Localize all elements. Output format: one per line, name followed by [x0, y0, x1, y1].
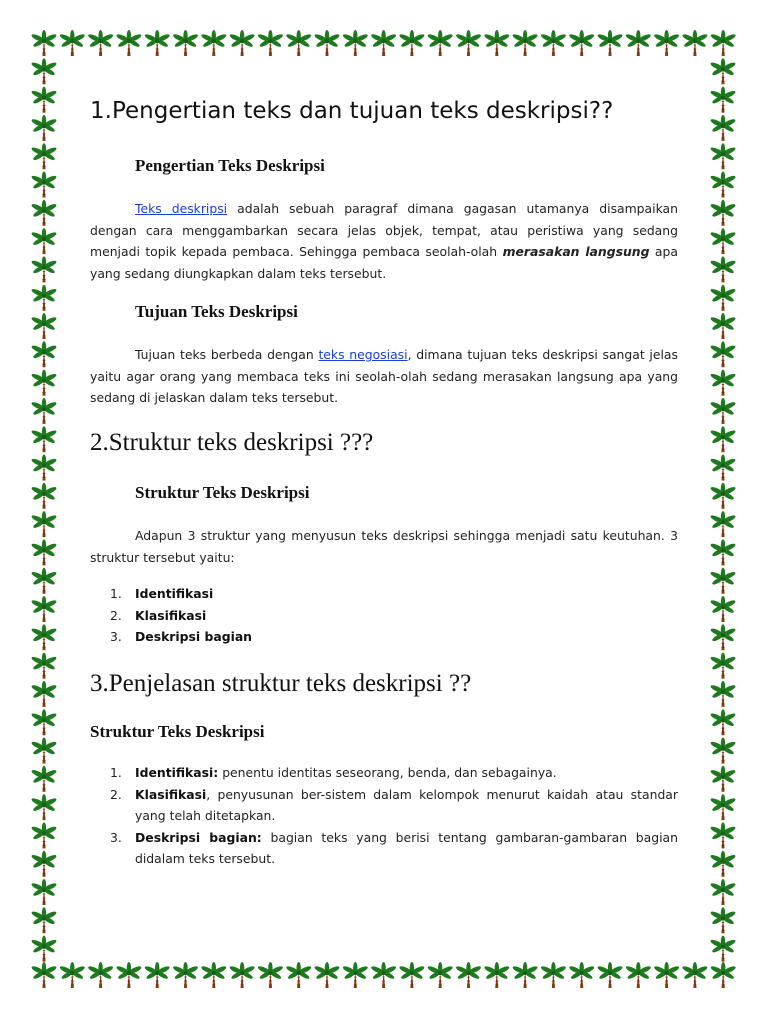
palm-tree-icon — [257, 30, 284, 56]
palm-tree-icon — [314, 30, 341, 56]
list-label: Deskripsi bagian — [135, 629, 252, 644]
palm-tree-icon — [31, 256, 58, 282]
palm-tree-icon — [31, 962, 58, 988]
palm-tree-icon — [87, 962, 114, 988]
palm-tree-icon — [710, 907, 737, 933]
palm-tree-icon — [31, 681, 58, 707]
palm-tree-icon — [31, 738, 58, 764]
palm-tree-icon — [710, 455, 737, 481]
palm-tree-icon — [31, 709, 58, 735]
palm-tree-icon — [31, 143, 58, 169]
palm-tree-icon — [710, 738, 737, 764]
palm-tree-icon — [229, 962, 256, 988]
palm-tree-icon — [285, 962, 312, 988]
list-item — [90, 827, 678, 870]
palm-tree-icon — [31, 653, 58, 679]
emphasis-text: merasakan langsung — [502, 244, 650, 259]
palm-tree-icon — [597, 962, 624, 988]
paragraph-pengertian — [90, 198, 678, 284]
palm-tree-icon — [399, 30, 426, 56]
list-number: 2. — [110, 607, 122, 623]
palm-tree-icon — [31, 228, 58, 254]
palm-tree-icon — [710, 143, 737, 169]
palm-tree-icon — [370, 30, 397, 56]
palm-tree-icon — [31, 907, 58, 933]
palm-tree-icon — [31, 511, 58, 537]
palm-tree-icon — [31, 766, 58, 792]
palm-tree-icon — [31, 822, 58, 848]
palm-tree-icon — [31, 30, 58, 56]
penjelasan-list — [90, 762, 678, 870]
palm-tree-icon — [710, 822, 737, 848]
list-item — [90, 605, 678, 627]
list-label: Identifikasi — [135, 586, 214, 601]
palm-tree-icon — [512, 962, 539, 988]
list-number: 1. — [110, 586, 122, 601]
palm-tree-icon — [653, 30, 680, 56]
palm-tree-icon — [710, 653, 737, 679]
palm-tree-icon — [710, 256, 737, 282]
list-item — [90, 626, 678, 648]
list-item — [90, 762, 678, 784]
palm-tree-icon — [257, 962, 284, 988]
palm-tree-icon — [31, 539, 58, 565]
palm-tree-icon — [342, 962, 369, 988]
subheading-pengertian: Pengertian Teks Deskripsi — [135, 156, 325, 175]
palm-tree-icon — [710, 341, 737, 367]
palm-tree-icon — [710, 30, 737, 56]
section3-heading: 3.Penjelasan struktur teks deskripsi ?? — [90, 670, 472, 697]
subheading-struktur: Struktur Teks Deskripsi — [135, 483, 310, 502]
palm-tree-icon — [427, 30, 454, 56]
palm-tree-icon — [31, 341, 58, 367]
palm-tree-icon — [540, 962, 567, 988]
palm-tree-icon — [710, 115, 737, 141]
palm-tree-icon — [31, 200, 58, 226]
palm-tree-icon — [483, 962, 510, 988]
palm-tree-icon — [625, 30, 652, 56]
palm-tree-icon — [31, 285, 58, 311]
paragraph-text: apa yang sedang diungkapkan dalam teks tersebut. — [90, 244, 678, 281]
palm-tree-icon — [710, 962, 737, 988]
palm-tree-icon — [59, 962, 86, 988]
list-term: Klasifikasi — [135, 786, 207, 802]
palm-tree-icon — [710, 596, 737, 622]
palm-tree-icon — [427, 962, 454, 988]
palm-tree-icon — [31, 115, 58, 141]
subheading-tujuan: Tujuan Teks Deskripsi — [135, 302, 298, 321]
paragraph-text: Adapun 3 struktur yang menyusun teks deskripsi sehingga menjadi satu keutuhan. 3 struktur tersebut yaitu: — [90, 528, 678, 565]
struktur-list — [90, 583, 678, 648]
palm-tree-icon — [455, 962, 482, 988]
palm-tree-icon — [483, 30, 510, 56]
palm-tree-icon — [710, 794, 737, 820]
list-description: , penyusunan ber-sistem dalam kelompok menurut kaidah atau standar yang telah ditetapkan. — [135, 786, 678, 823]
palm-tree-icon — [710, 200, 737, 226]
palm-tree-icon — [710, 539, 737, 565]
paragraph-struktur — [90, 525, 678, 568]
palm-tree-icon — [31, 58, 58, 84]
palm-tree-icon — [710, 398, 737, 424]
palm-tree-icon — [116, 30, 143, 56]
palm-tree-icon — [31, 87, 58, 113]
palm-tree-icon — [710, 709, 737, 735]
palm-tree-icon — [200, 30, 227, 56]
list-description: penentu identitas seseorang, benda, dan sebagainya. — [218, 765, 557, 780]
paragraph-text: Tujuan teks berbeda dengan — [135, 347, 319, 362]
palm-tree-icon — [31, 426, 58, 452]
palm-tree-icon — [172, 962, 199, 988]
palm-tree-icon — [682, 30, 709, 56]
palm-tree-icon — [710, 624, 737, 650]
palm-tree-icon — [710, 426, 737, 452]
link-teks-negosiasi[interactable]: teks negosiasi — [318, 347, 408, 362]
palm-tree-icon — [710, 681, 737, 707]
paragraph-text: adalah sebuah paragraf dimana gagasan utamanya disampaikan dengan cara menggambarkan secara jelas objek, tempat, atau peristiwa yang sedang menjadi topik kepada pembaca. Sehingga pembaca seolah-olah — [90, 201, 678, 259]
palm-tree-icon — [370, 962, 397, 988]
list-item — [90, 784, 678, 827]
section1-heading: 1.Pengertian teks dan tujuan teks deskripsi?? — [90, 98, 614, 124]
palm-tree-icon — [31, 879, 58, 905]
palm-tree-icon — [87, 30, 114, 56]
palm-tree-icon — [31, 398, 58, 424]
list-term: Deskripsi bagian: — [135, 829, 262, 845]
palm-tree-icon — [710, 313, 737, 339]
palm-tree-icon — [31, 370, 58, 396]
palm-tree-icon — [710, 766, 737, 792]
palm-tree-icon — [399, 962, 426, 988]
palm-tree-icon — [285, 30, 312, 56]
paragraph-text: , dimana tujuan teks deskripsi sangat jelas yaitu agar orang yang membaca teks ini seolah-olah sedang merasakan langsung apa yang sedang di jelaskan dalam teks tersebut. — [90, 347, 678, 405]
palm-tree-icon — [31, 851, 58, 877]
list-number: 1. — [110, 765, 122, 780]
palm-tree-icon — [31, 313, 58, 339]
palm-tree-icon — [625, 962, 652, 988]
list-term: Identifikasi: — [135, 765, 219, 780]
palm-tree-icon — [31, 596, 58, 622]
palm-tree-icon — [31, 568, 58, 594]
palm-tree-icon — [710, 483, 737, 509]
section2-heading: 2.Struktur teks deskripsi ??? — [90, 429, 374, 456]
list-number: 3. — [110, 629, 122, 644]
palm-tree-icon — [710, 87, 737, 113]
link-teks-deskripsi[interactable]: Teks deskripsi — [135, 201, 228, 216]
palm-tree-icon — [710, 228, 737, 254]
palm-tree-icon — [710, 879, 737, 905]
palm-tree-icon — [31, 936, 58, 962]
list-item — [90, 583, 678, 605]
palm-tree-icon — [710, 936, 737, 962]
palm-tree-icon — [540, 30, 567, 56]
palm-tree-icon — [512, 30, 539, 56]
palm-tree-icon — [710, 58, 737, 84]
list-label: Klasifikasi — [135, 607, 207, 623]
palm-tree-icon — [172, 30, 199, 56]
palm-tree-icon — [229, 30, 256, 56]
palm-tree-icon — [31, 624, 58, 650]
palm-tree-icon — [653, 962, 680, 988]
palm-tree-icon — [116, 962, 143, 988]
palm-tree-icon — [31, 455, 58, 481]
palm-tree-icon — [568, 962, 595, 988]
palm-tree-icon — [710, 172, 737, 198]
palm-tree-icon — [144, 962, 171, 988]
list-number: 3. — [110, 829, 122, 845]
palm-tree-icon — [31, 794, 58, 820]
palm-tree-icon — [31, 483, 58, 509]
palm-tree-icon — [710, 851, 737, 877]
palm-tree-icon — [314, 962, 341, 988]
palm-tree-icon — [31, 172, 58, 198]
palm-tree-icon — [200, 962, 227, 988]
list-description: bagian teks yang berisi tentang gambaran-gambaran bagian didalam teks tersebut. — [135, 829, 679, 866]
palm-tree-icon — [59, 30, 86, 56]
palm-tree-icon — [710, 511, 737, 537]
subheading-struktur-2: Struktur Teks Deskripsi — [90, 722, 265, 741]
palm-tree-icon — [455, 30, 482, 56]
paragraph-tujuan — [90, 344, 678, 409]
list-number: 2. — [110, 786, 122, 802]
palm-tree-icon — [710, 370, 737, 396]
palm-tree-icon — [597, 30, 624, 56]
palm-tree-icon — [568, 30, 595, 56]
palm-tree-icon — [682, 962, 709, 988]
palm-tree-icon — [144, 30, 171, 56]
palm-tree-icon — [342, 30, 369, 56]
palm-tree-icon — [710, 568, 737, 594]
palm-tree-icon — [710, 285, 737, 311]
